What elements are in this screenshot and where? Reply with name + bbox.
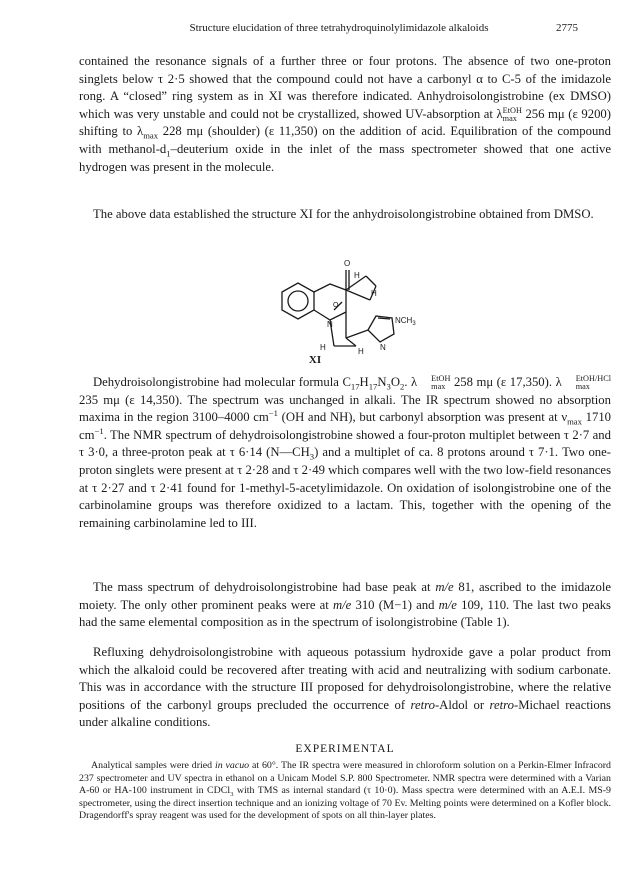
running-header (100, 22, 578, 38)
atom-o-mid: O (333, 302, 339, 309)
paragraph-mass-spectrum: The mass spectrum of dehydroisolongistrobine had base peak at m/e 81, ascribed to the imidazole moiety. The only other prominent peaks were at m/e 310 (M−1) and m/e 109, 110. The last two peaks had the same elemental composition as in the spectrum of isolongistrobine (Table 1). (79, 580, 612, 630)
atom-h-bottom: H (358, 347, 364, 356)
atom-h-top: H (354, 271, 360, 280)
atom-h-left: H (320, 343, 326, 352)
paragraph-reflux: Refluxing dehydroisolongistrobine with aqueous potassium hydroxide gave a polar product from which the alkaloid could be recovered after treating with acid and neutralizing with sodium carbonate. This was in accordance with the structure III proposed for dehydroisolongistrobine, where the relative positions of the carbonyl groups precluded the occurrence of retro-Aldol or retro-Michael reactions under alkaline conditions. (79, 645, 611, 730)
paragraph-anhydro-evidence: contained the resonance signals of a further three or four protons. The absence of two one-proton singlets below τ 2·5 showed that the compound could not have a carbonyl α to C-5 of the imidazole rong. A “closed” ring system as in XI was therefore indicated. Anhydroisolongistrobine (ex DMSO) which was very unstable and could not be crystallized, showed UV-absorption at λ EtOH max 256 mμ (ε 9200) shifting to $\lambda_{max}$ 228 mμ (shoulder) (ε 11,350) on the addition of acid. Equilibration of the compound with methanol-$d_1$–deuterium oxide in the inlet of the mass spectrometer showed that one active hydrogen was present in the molecule. (79, 54, 612, 174)
atom-h-right: H (371, 289, 377, 298)
structure-label: XI (308, 354, 322, 366)
page-number: 2775 (556, 22, 578, 34)
chemical-structure-xi (250, 250, 420, 375)
atom-n-imidazole: N (380, 343, 386, 352)
atom-n1: N (327, 320, 333, 329)
experimental-heading: EXPERIMENTAL (295, 743, 395, 755)
paragraph-structure-xi: The above data established the structure XI for the anhydroisolongistrobine obtained from DMSO. (93, 207, 594, 221)
atom-nch3: $NCH_3$ (395, 316, 416, 327)
atom-o-top: O (344, 259, 351, 268)
paragraph-dehydro-data: Dehydroisolongistrobine had molecular formula $C_{17}H_{17}N_3O_2$. λ EtOH max 258 mμ (ε 17,350). λ EtOH/HCl max 235 mμ (ε 14,350). The spectrum was unchanged in alkali. The IR spectrum showed no absorption maxima in the region 3100–4000 $cm^{-1}$ (OH and NH), but carbonyl absorption was present at $\nu_{max}$ 1710 $cm^{-1}$. The NMR spectrum of dehydroisolongistrobine showed a four-proton multiplet between τ 2·7 and τ 3·0, a three-proton peak at τ 6·14 $(N—CH_3)$ and a multiplet of ca. 8 protons around τ 7·1. Two one-proton singlets were present at τ 2·28 and τ 2·49 which compares well with the two low-field resonances at τ 2·27 and τ 2·41 found for 1-methyl-5-acetylimidazole. On oxidation of isolongistrobine one of the carbinolamine groups was therefore oxidized to a lactam. This, together with the opening of the remaining carbinolamine led to III. (79, 374, 612, 530)
experimental-text: Analytical samples were dried in vacuo at 60°. The IR spectra were measured in chloroform solution on a Perkin-Elmer Infracord 237 spectrometer and UV spectra in ethanol on a Unicam Model S.P. 800 Spectrometer. NMR spectra were determined with a Varian A-60 or HA-100 instrument in CDCl$_3$ with TMS as internal standard (τ 10·0). Mass spectra were determined with an A.E.I. MS-9 spectrometer, using the direct insertion technique and an ionizing voltage of 70 Ev. Melting points were determined on a Kofler block. Dragendorff's spray reagent was used for the development of spots on all thin-layer plates. (79, 760, 611, 822)
running-title: Structure elucidation of three tetrahydroquinolylimidazole alkaloids (189, 22, 489, 34)
